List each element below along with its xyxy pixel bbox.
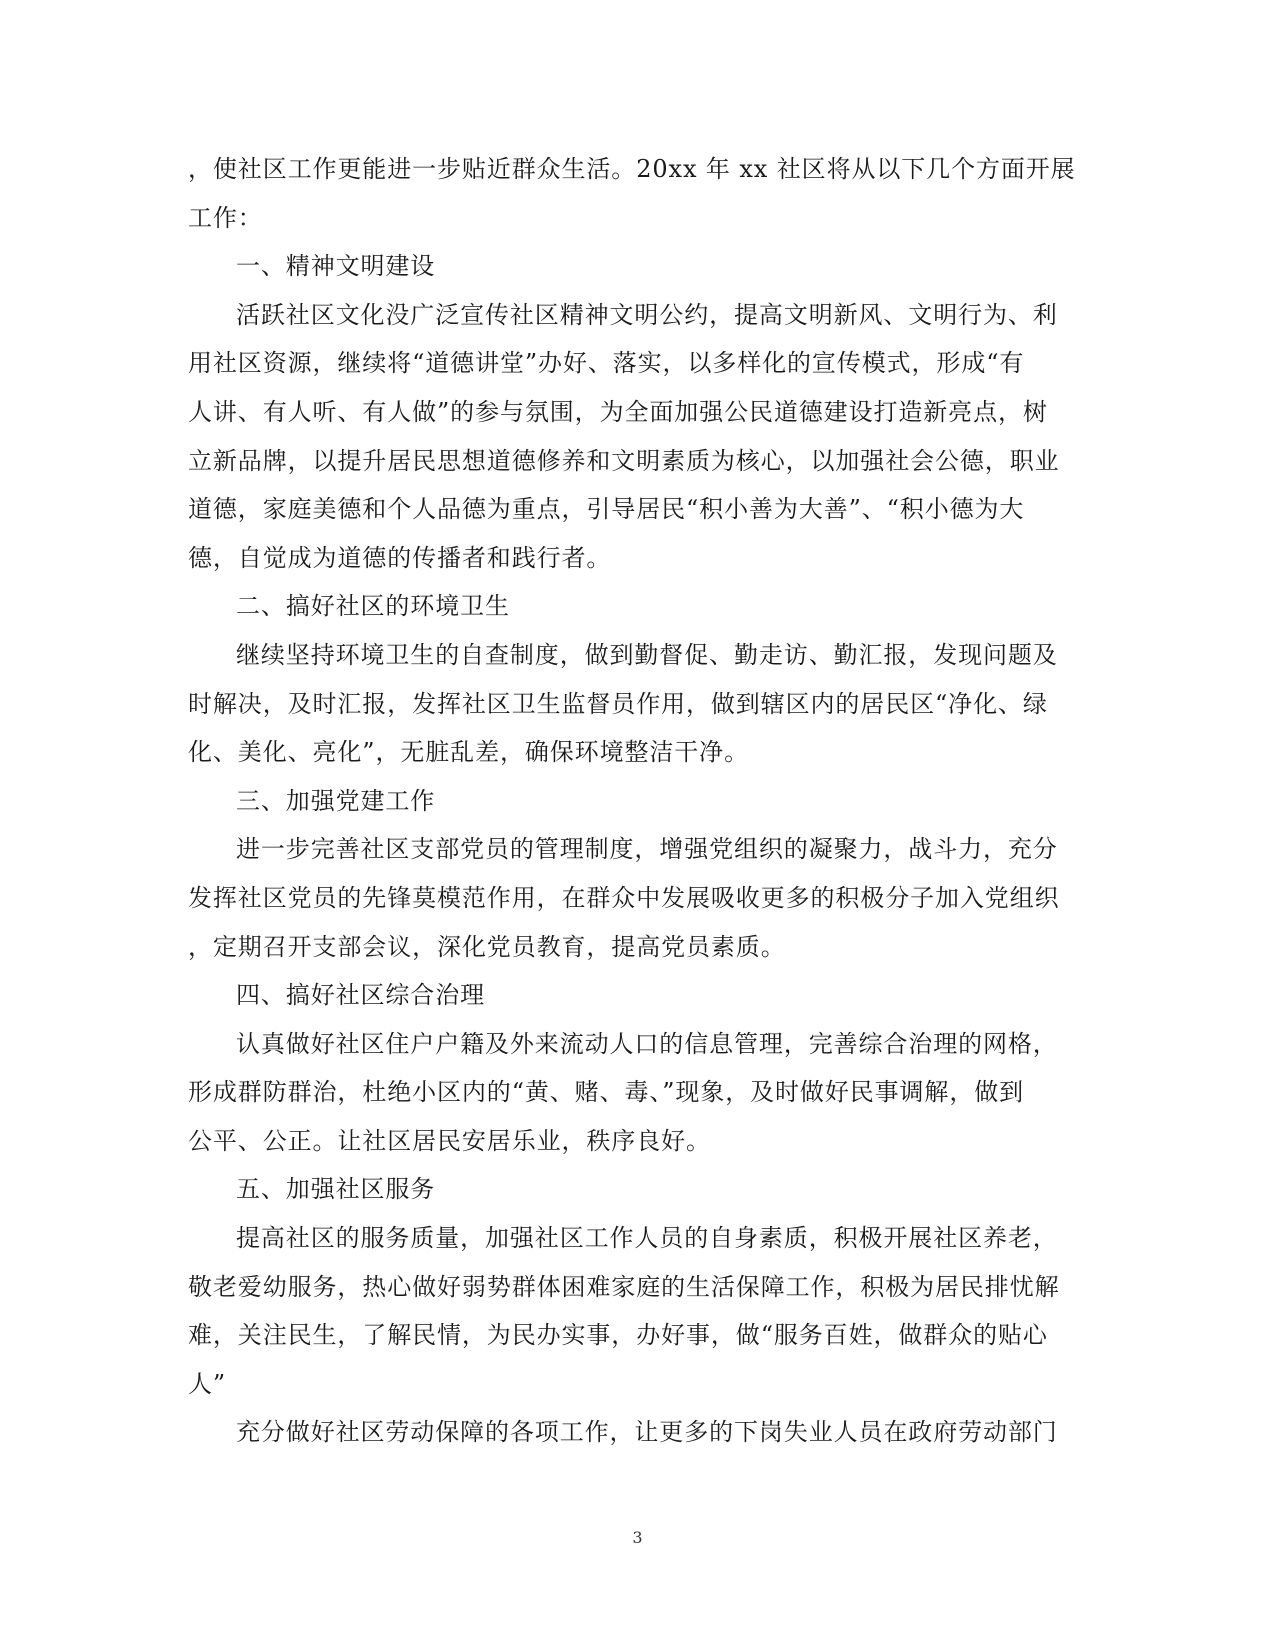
text-line: 难，关注民生，了解民情，为民办实事，办好事，做“服务百姓，做群众的贴心	[188, 1321, 1048, 1350]
section-heading: 三、加强党建工作	[236, 786, 436, 815]
text-line: 公平、公正。让社区居民安居乐业，秩序良好。	[188, 1126, 711, 1155]
text-line: 人讲、有人听、有人做”的参与氛围，为全面加强公民道德建设打造新亮点，树	[188, 397, 1048, 426]
text-line: 发挥社区党员的先锋莫模范作用，在群众中发展吸收更多的积极分子加入党组织	[188, 883, 1060, 912]
section-heading: 四、搞好社区综合治理	[236, 981, 485, 1010]
text-line: 人”	[188, 1369, 227, 1398]
section-heading: 二、搞好社区的环境卫生	[236, 592, 510, 621]
text-line: ，使社区工作更能进一步贴近群众生活。20xx 年 xx 社区将从以下几个方面开展	[188, 155, 1076, 183]
text-line: 认真做好社区住户户籍及外来流动人口的信息管理，完善综合治理的网格，	[236, 1029, 1058, 1058]
text-line: 用社区资源，继续将“道德讲堂”办好、落实，以多样化的宣传模式，形成“有	[188, 349, 1025, 378]
section-heading: 五、加强社区服务	[236, 1175, 436, 1204]
text-line: 工作：	[188, 203, 263, 232]
text-line: 立新品牌，以提升居民思想道德修养和文明素质为核心，以加强社会公德，职业	[188, 446, 1060, 475]
document-body	[188, 145, 1076, 1457]
text-line: 活跃社区文化没广泛宣传社区精神文明公约，提高文明新风、文明行为、利	[236, 300, 1058, 329]
text-line: 敬老爱幼服务，热心做好弱势群体困难家庭的生活保障工作，积极为居民排忧解	[188, 1272, 1060, 1301]
text-line: 形成群防群治，杜绝小区内的“黄、赌、毒、”现象，及时做好民事调解，做到	[188, 1078, 1025, 1107]
page-number: 3	[632, 1528, 643, 1547]
text-line: 继续坚持环境卫生的自查制度，做到勤督促、勤走访、勤汇报，发现问题及	[236, 640, 1058, 669]
text-line: 进一步完善社区支部党员的管理制度，增强党组织的凝聚力，战斗力，充分	[236, 835, 1058, 864]
text-line: 充分做好社区劳动保障的各项工作，让更多的下岗失业人员在政府劳动部门	[236, 1418, 1058, 1447]
section-heading: 一、精神文明建设	[236, 252, 436, 281]
text-line: 德，自觉成为道德的传播者和践行者。	[188, 543, 612, 572]
text-line: ，定期召开支部会议，深化党员教育，提高党员素质。	[188, 932, 786, 961]
text-line: 化、美化、亮化”，无脏乱差，确保环境整洁干净。	[188, 738, 749, 767]
text-line: 道德，家庭美德和个人品德为重点，引导居民“积小善为大善”、“积小德为大	[188, 495, 1025, 524]
text-line: 提高社区的服务质量，加强社区工作人员的自身素质，积极开展社区养老，	[236, 1224, 1058, 1253]
text-line: 时解决，及时汇报，发挥社区卫生监督员作用，做到辖区内的居民区“净化、绿	[188, 689, 1048, 718]
